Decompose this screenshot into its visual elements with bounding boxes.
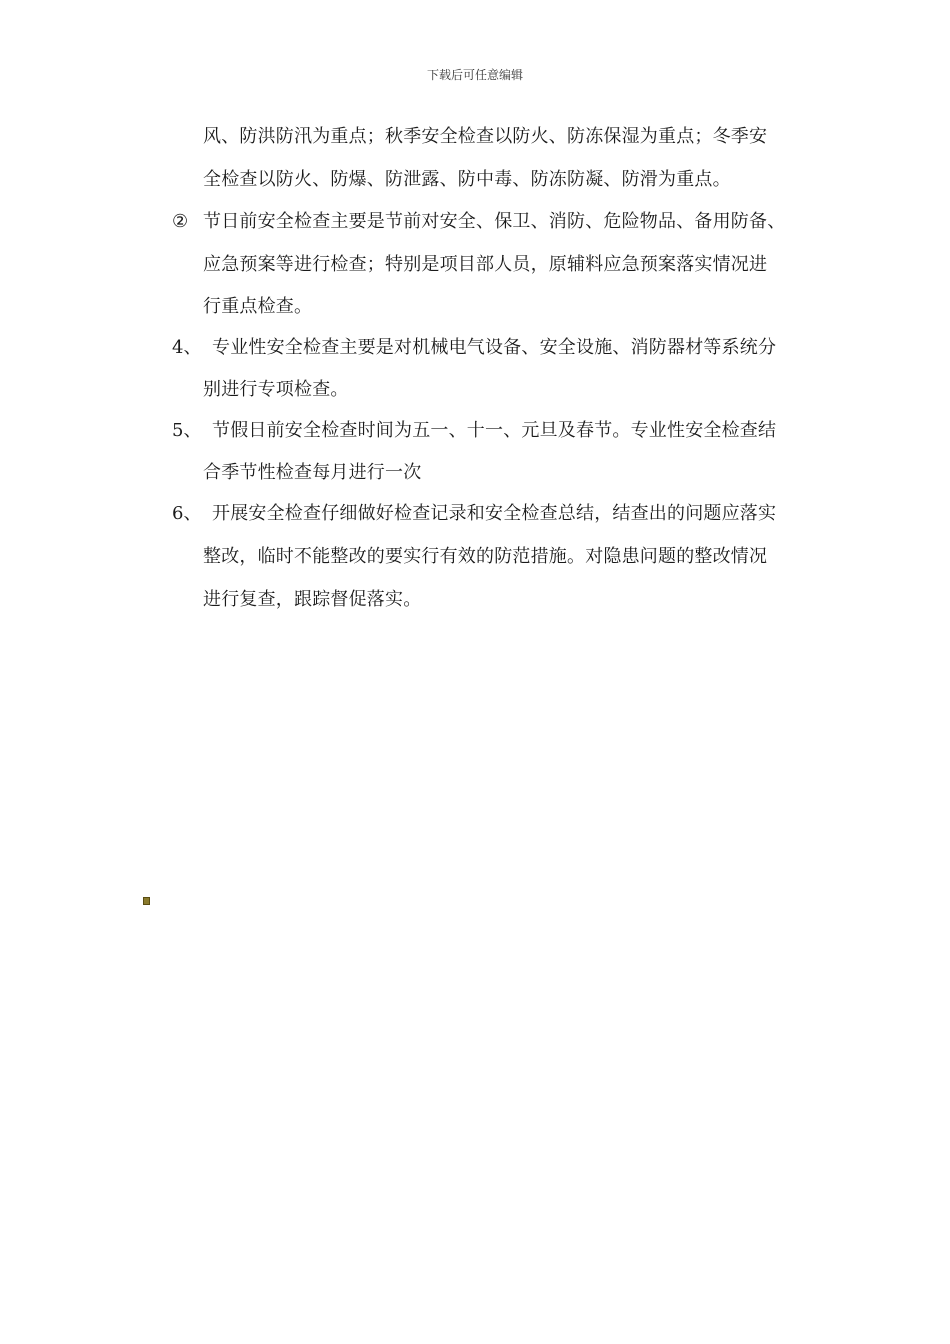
paragraph-line: 合季节性检查每月进行一次 <box>203 462 422 483</box>
paragraph-line: 风、防洪防汛为重点；秋季安全检查以防火、防冻保湿为重点；冬季安 <box>203 126 768 147</box>
list-marker: 4、 <box>172 337 202 358</box>
paragraph-line: 节日前安全检查主要是节前对安全、保卫、消防、危险物品、备用防备、 <box>203 211 786 232</box>
list-marker: ② <box>172 211 189 232</box>
paragraph-line: 应急预案等进行检查；特别是项目部人员，原辅料应急预案落实情况进 <box>203 254 768 275</box>
paragraph-line: 行重点检查。 <box>203 296 313 317</box>
header-note: 下载后可任意编辑 <box>426 68 523 82</box>
paragraph-line: 全检查以防火、防爆、防泄露、防中毒、防冻防凝、防滑为重点。 <box>203 169 731 190</box>
anchor-mark-icon <box>143 897 150 905</box>
list-marker: 5、 <box>172 420 202 441</box>
paragraph-line: 进行复查，跟踪督促落实。 <box>203 589 422 610</box>
paragraph-line: 整改，临时不能整改的要实行有效的防范措施。对隐患问题的整改情况 <box>203 546 768 567</box>
paragraph-line: 别进行专项检查。 <box>203 379 349 400</box>
paragraph-line: 开展安全检查仔细做好检查记录和安全检查总结，结查出的问题应落实 <box>212 503 777 524</box>
paragraph-line: 专业性安全检查主要是对机械电气设备、安全设施、消防器材等系统分 <box>212 337 777 358</box>
paragraph-line: 节假日前安全检查时间为五一、十一、元旦及春节。专业性安全检查结 <box>212 420 777 441</box>
list-marker: 6、 <box>172 503 202 524</box>
